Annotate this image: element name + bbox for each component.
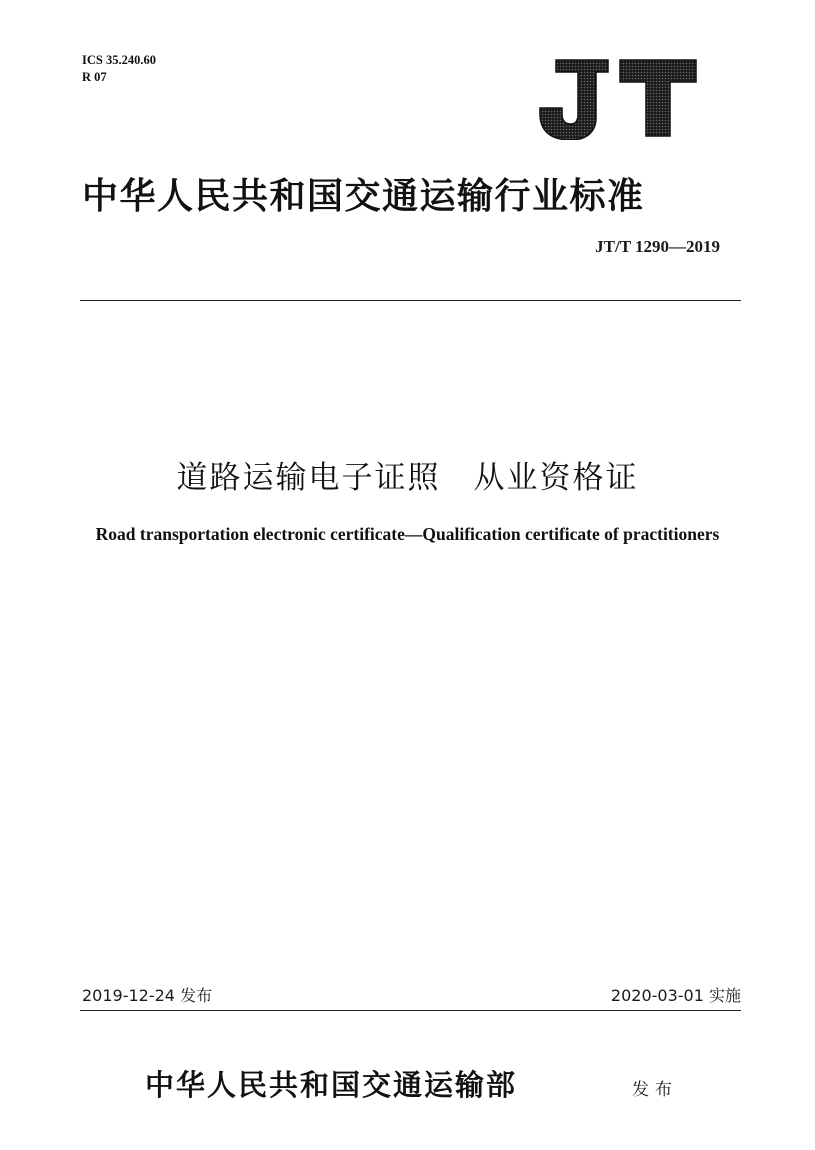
effective-date: 2020-03-01 实施 bbox=[610, 986, 741, 1005]
standard-number: JT/T 1290—2019 bbox=[595, 237, 720, 256]
document-title-en: Road transportation electronic certificate—Qualification certificate of practitioners bbox=[95, 524, 720, 544]
logo-letter-j bbox=[540, 60, 608, 140]
publish-label: 发布 bbox=[632, 1080, 678, 1100]
standard-category-title: 中华人民共和国交通运输行业标准 bbox=[82, 175, 645, 217]
document-title-cn: 道路运输电子证照 从业资格证 bbox=[176, 460, 639, 496]
issue-date: 2019-12-24 发布 bbox=[82, 986, 213, 1005]
classification-code: R 07 bbox=[82, 70, 107, 84]
ics-code: ICS 35.240.60 bbox=[82, 53, 156, 67]
footer-divider bbox=[80, 1010, 741, 1011]
issuing-authority: 中华人民共和国交通运输部 bbox=[145, 1068, 518, 1102]
classification-block bbox=[82, 52, 156, 86]
header-divider bbox=[80, 300, 741, 301]
logo-letter-t bbox=[620, 60, 696, 136]
jt-logo bbox=[538, 56, 698, 140]
